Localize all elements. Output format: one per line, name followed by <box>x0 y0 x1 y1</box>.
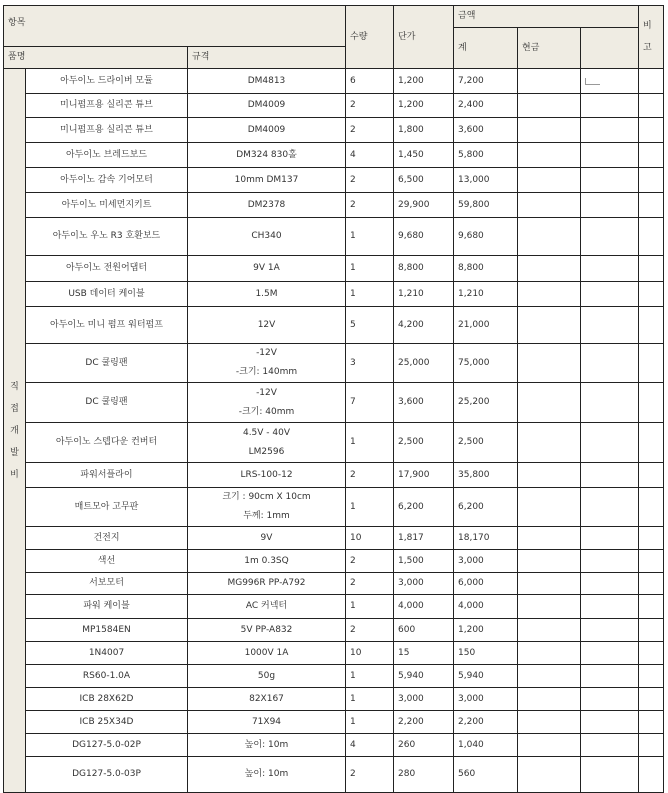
item-unit-price: 260 <box>394 734 454 757</box>
item-total: 150 <box>454 642 518 665</box>
item-unit-price: 6,200 <box>394 488 454 527</box>
header-note: 비고 <box>639 6 664 69</box>
item-blank <box>581 307 639 344</box>
item-total: 9,680 <box>454 218 518 256</box>
item-qty: 2 <box>346 757 394 793</box>
table-row <box>4 282 664 307</box>
item-name: RS60-1.0A <box>26 665 188 688</box>
spec-line: DM4813 <box>247 75 286 86</box>
cell-marker <box>585 78 600 85</box>
item-note <box>639 527 664 550</box>
item-unit-price: 3,600 <box>394 383 454 423</box>
header-cash: 현금 <box>518 28 581 69</box>
header-total: 계 <box>454 28 518 69</box>
item-note <box>639 595 664 619</box>
item-note <box>639 383 664 423</box>
item-blank <box>581 688 639 711</box>
item-name: 서보모터 <box>26 573 188 595</box>
item-cash <box>518 488 581 527</box>
item-total: 3,000 <box>454 688 518 711</box>
item-qty: 5 <box>346 307 394 344</box>
item-cash <box>518 307 581 344</box>
item-qty: 10 <box>346 527 394 550</box>
table-row <box>4 423 664 463</box>
category-cell <box>4 69 26 793</box>
spec-line: DM324 830홀 <box>236 149 297 160</box>
item-name: 미니펌프용 실리콘 튜브 <box>26 94 188 118</box>
item-blank <box>581 665 639 688</box>
table-row <box>4 307 664 344</box>
item-name: 아두이노 드라이버 모듈 <box>26 69 188 94</box>
item-name: MP1584EN <box>26 619 188 642</box>
item-total: 8,800 <box>454 256 518 282</box>
spec-line: 높이: 10m <box>244 739 289 750</box>
item-name: 미니펌프용 실리콘 튜브 <box>26 118 188 143</box>
item-spec <box>188 619 346 642</box>
item-unit-price: 2,500 <box>394 423 454 463</box>
spec-line: 9V 1A <box>253 263 280 273</box>
table-row <box>4 94 664 118</box>
item-spec <box>188 383 346 423</box>
item-note <box>639 307 664 344</box>
item-cash <box>518 688 581 711</box>
item-note <box>639 665 664 688</box>
item-spec <box>188 193 346 218</box>
item-note <box>639 94 664 118</box>
item-blank <box>581 423 639 463</box>
header-blank <box>581 28 639 69</box>
item-unit-price: 1,800 <box>394 118 454 143</box>
item-spec <box>188 463 346 488</box>
item-name: 아두이노 미니 펌프 워터펌프 <box>26 307 188 344</box>
item-spec <box>188 94 346 118</box>
item-spec <box>188 665 346 688</box>
item-cash <box>518 527 581 550</box>
item-name: 아두이노 전원어댑터 <box>26 256 188 282</box>
item-unit-price: 4,000 <box>394 595 454 619</box>
item-note <box>639 463 664 488</box>
spec-line: 높이: 10m <box>244 769 289 779</box>
table-row <box>4 383 664 423</box>
spec-line: 크기 : 90cm X 10cm <box>222 492 311 502</box>
item-name: DC 쿨링팬 <box>26 383 188 423</box>
item-qty: 10 <box>346 642 394 665</box>
item-cash <box>518 550 581 573</box>
item-total: 25,200 <box>454 383 518 423</box>
item-spec <box>188 344 346 383</box>
item-cash <box>518 734 581 757</box>
item-unit-price: 2,200 <box>394 711 454 734</box>
table-row <box>4 734 664 757</box>
item-cash <box>518 282 581 307</box>
item-spec <box>188 595 346 619</box>
item-qty: 1 <box>346 711 394 734</box>
spec-line: AC 커넥터 <box>245 601 288 611</box>
item-cash <box>518 118 581 143</box>
item-blank <box>581 734 639 757</box>
spec-line: 71X94 <box>251 716 282 727</box>
item-qty: 1 <box>346 282 394 307</box>
table-row <box>4 256 664 282</box>
item-qty: 2 <box>346 619 394 642</box>
spec-line: -크기: 140mm <box>235 367 298 377</box>
item-qty: 6 <box>346 69 394 94</box>
item-total: 1,200 <box>454 619 518 642</box>
item-blank <box>581 463 639 488</box>
item-note <box>639 193 664 218</box>
item-qty: 1 <box>346 488 394 527</box>
table-row <box>4 642 664 665</box>
item-note <box>639 168 664 193</box>
table-row <box>4 69 664 94</box>
header-name: 품명 <box>4 47 188 69</box>
table-row <box>4 595 664 619</box>
item-total: 1,210 <box>454 282 518 307</box>
item-qty: 3 <box>346 344 394 383</box>
item-name: 1N4007 <box>26 642 188 665</box>
table-row <box>4 218 664 256</box>
item-unit-price: 1,200 <box>394 69 454 94</box>
item-note <box>639 619 664 642</box>
spec-line: -12V <box>256 387 277 398</box>
item-cash <box>518 383 581 423</box>
item-unit-price: 3,000 <box>394 688 454 711</box>
item-total: 2,400 <box>454 94 518 118</box>
item-qty: 2 <box>346 573 394 595</box>
item-name: ICB 28X62D <box>26 688 188 711</box>
item-unit-price: 17,900 <box>394 463 454 488</box>
item-qty: 2 <box>346 550 394 573</box>
item-unit-price: 1,500 <box>394 550 454 573</box>
spec-line: 10mm DM137 <box>234 174 299 185</box>
spec-line: 9V <box>260 532 273 543</box>
item-total: 4,000 <box>454 595 518 619</box>
item-blank <box>581 218 639 256</box>
item-unit-price: 25,000 <box>394 344 454 383</box>
item-name: 아두이노 감속 기어모터 <box>26 168 188 193</box>
item-total: 3,000 <box>454 550 518 573</box>
item-spec <box>188 218 346 256</box>
item-qty: 2 <box>346 94 394 118</box>
spec-line: DM4009 <box>247 100 286 110</box>
item-blank <box>581 642 639 665</box>
item-qty: 1 <box>346 256 394 282</box>
item-unit-price: 280 <box>394 757 454 793</box>
item-note <box>639 734 664 757</box>
item-spec <box>188 711 346 734</box>
item-spec <box>188 642 346 665</box>
item-spec <box>188 307 346 344</box>
item-cash <box>518 193 581 218</box>
item-total: 75,000 <box>454 344 518 383</box>
table-row <box>4 550 664 573</box>
header-unit-price: 단가 <box>394 6 454 69</box>
item-blank <box>581 527 639 550</box>
item-blank <box>581 168 639 193</box>
item-qty: 7 <box>346 383 394 423</box>
spec-line: MG996R PP-A792 <box>227 578 306 588</box>
item-qty: 1 <box>346 218 394 256</box>
item-spec <box>188 282 346 307</box>
item-cash <box>518 573 581 595</box>
spec-line: LRS-100-12 <box>240 469 293 480</box>
item-cash <box>518 665 581 688</box>
spec-line: 5V PP-A832 <box>240 624 293 635</box>
item-qty: 1 <box>346 665 394 688</box>
item-spec <box>188 757 346 793</box>
item-note <box>639 688 664 711</box>
item-blank <box>581 118 639 143</box>
table-row <box>4 619 664 642</box>
item-note <box>639 282 664 307</box>
item-blank <box>581 711 639 734</box>
item-blank <box>581 757 639 793</box>
item-note <box>639 642 664 665</box>
table-row <box>4 688 664 711</box>
item-total: 5,800 <box>454 143 518 168</box>
spec-line: CH340 <box>251 231 282 241</box>
item-spec <box>188 527 346 550</box>
item-name: DC 쿨링팬 <box>26 344 188 383</box>
item-blank <box>581 256 639 282</box>
item-name: 색선 <box>26 550 188 573</box>
item-qty: 2 <box>346 463 394 488</box>
table-row <box>4 757 664 793</box>
table-row <box>4 527 664 550</box>
item-qty: 1 <box>346 595 394 619</box>
item-spec <box>188 143 346 168</box>
item-total: 21,000 <box>454 307 518 344</box>
item-cash <box>518 423 581 463</box>
table-row <box>4 193 664 218</box>
item-total: 5,940 <box>454 665 518 688</box>
table-row <box>4 463 664 488</box>
header-qty: 수량 <box>346 6 394 69</box>
item-note <box>639 344 664 383</box>
item-name: 건전지 <box>26 527 188 550</box>
item-note <box>639 488 664 527</box>
item-name: 파워 케이블 <box>26 595 188 619</box>
item-name: USB 데이터 케이블 <box>26 282 188 307</box>
item-name: 아두이노 브레드보드 <box>26 143 188 168</box>
spec-line: DM4009 <box>247 124 286 135</box>
item-cash <box>518 168 581 193</box>
item-unit-price: 15 <box>394 642 454 665</box>
header-spec: 규격 <box>188 47 346 69</box>
item-name: DG127-5.0-03P <box>26 757 188 793</box>
item-blank <box>581 383 639 423</box>
item-total: 6,000 <box>454 573 518 595</box>
item-cash <box>518 757 581 793</box>
spec-line: -크기: 40mm <box>238 406 295 417</box>
header-amount: 금액 <box>454 6 639 28</box>
item-blank <box>581 344 639 383</box>
item-blank <box>581 143 639 168</box>
item-name: 파워서플라이 <box>26 463 188 488</box>
table-row <box>4 168 664 193</box>
item-cash <box>518 69 581 94</box>
item-unit-price: 1,210 <box>394 282 454 307</box>
spec-line: LM2596 <box>248 446 285 457</box>
item-blank <box>581 619 639 642</box>
item-blank <box>581 595 639 619</box>
table-row <box>4 573 664 595</box>
item-total: 560 <box>454 757 518 793</box>
item-blank <box>581 193 639 218</box>
item-unit-price: 8,800 <box>394 256 454 282</box>
item-spec <box>188 734 346 757</box>
item-total: 18,170 <box>454 527 518 550</box>
item-name: 아두이노 미세먼지키트 <box>26 193 188 218</box>
item-spec <box>188 488 346 527</box>
item-unit-price: 600 <box>394 619 454 642</box>
spec-line: 1000V 1A <box>244 647 289 658</box>
item-cash <box>518 143 581 168</box>
item-total: 7,200 <box>454 69 518 94</box>
item-name: DG127-5.0-02P <box>26 734 188 757</box>
table-row <box>4 711 664 734</box>
spec-line: 82X167 <box>249 693 284 704</box>
item-unit-price: 9,680 <box>394 218 454 256</box>
item-total: 2,200 <box>454 711 518 734</box>
item-qty: 4 <box>346 734 394 757</box>
item-unit-price: 4,200 <box>394 307 454 344</box>
item-spec <box>188 118 346 143</box>
item-blank <box>581 69 639 94</box>
spec-line: 50g <box>257 670 276 681</box>
item-spec <box>188 256 346 282</box>
item-cash <box>518 642 581 665</box>
item-spec <box>188 168 346 193</box>
table-row <box>4 143 664 168</box>
spec-line: DM2378 <box>247 199 286 210</box>
item-cash <box>518 256 581 282</box>
item-blank <box>581 94 639 118</box>
item-spec <box>188 688 346 711</box>
item-blank <box>581 573 639 595</box>
item-name: 아두이노 스텝다운 컨버터 <box>26 423 188 463</box>
item-qty: 2 <box>346 118 394 143</box>
item-spec <box>188 550 346 573</box>
item-cash <box>518 711 581 734</box>
item-spec <box>188 69 346 94</box>
item-unit-price: 3,000 <box>394 573 454 595</box>
item-blank <box>581 550 639 573</box>
item-note <box>639 711 664 734</box>
item-note <box>639 423 664 463</box>
item-cash <box>518 94 581 118</box>
item-cash <box>518 344 581 383</box>
item-qty: 1 <box>346 423 394 463</box>
item-spec <box>188 423 346 463</box>
header-item: 항목 <box>4 6 346 47</box>
table-row <box>4 118 664 143</box>
item-qty: 4 <box>346 143 394 168</box>
spec-line: 두께: 1mm <box>243 511 290 521</box>
item-cash <box>518 595 581 619</box>
item-total: 13,000 <box>454 168 518 193</box>
item-note <box>639 256 664 282</box>
item-cash <box>518 218 581 256</box>
item-note <box>639 69 664 94</box>
item-name: ICB 25X34D <box>26 711 188 734</box>
category-label: 직접개발비 <box>10 381 19 480</box>
item-qty: 1 <box>346 688 394 711</box>
spec-line: -12V <box>256 348 277 358</box>
item-spec <box>188 573 346 595</box>
item-qty: 2 <box>346 168 394 193</box>
item-total: 1,040 <box>454 734 518 757</box>
spec-line: 1.5M <box>255 288 278 299</box>
item-total: 35,800 <box>454 463 518 488</box>
spec-line: 12V <box>257 319 276 330</box>
item-name: 매트모아 고무판 <box>26 488 188 527</box>
item-total: 6,200 <box>454 488 518 527</box>
spec-line: 1m 0.3SQ <box>244 555 289 566</box>
item-qty: 2 <box>346 193 394 218</box>
item-blank <box>581 282 639 307</box>
item-note <box>639 573 664 595</box>
spec-line: 4.5V - 40V <box>242 427 291 438</box>
item-note <box>639 550 664 573</box>
item-unit-price: 29,900 <box>394 193 454 218</box>
item-cash <box>518 619 581 642</box>
item-name: 아두이노 우노 R3 호환보드 <box>26 218 188 256</box>
item-cash <box>518 463 581 488</box>
budget-table <box>3 5 664 793</box>
item-note <box>639 143 664 168</box>
table-row <box>4 665 664 688</box>
item-total: 2,500 <box>454 423 518 463</box>
item-unit-price: 1,200 <box>394 94 454 118</box>
item-unit-price: 1,450 <box>394 143 454 168</box>
item-total: 59,800 <box>454 193 518 218</box>
item-unit-price: 6,500 <box>394 168 454 193</box>
item-note <box>639 218 664 256</box>
item-note <box>639 118 664 143</box>
table-row <box>4 488 664 527</box>
item-total: 3,600 <box>454 118 518 143</box>
item-blank <box>581 488 639 527</box>
item-note <box>639 757 664 793</box>
table-row <box>4 344 664 383</box>
item-unit-price: 1,817 <box>394 527 454 550</box>
item-unit-price: 5,940 <box>394 665 454 688</box>
